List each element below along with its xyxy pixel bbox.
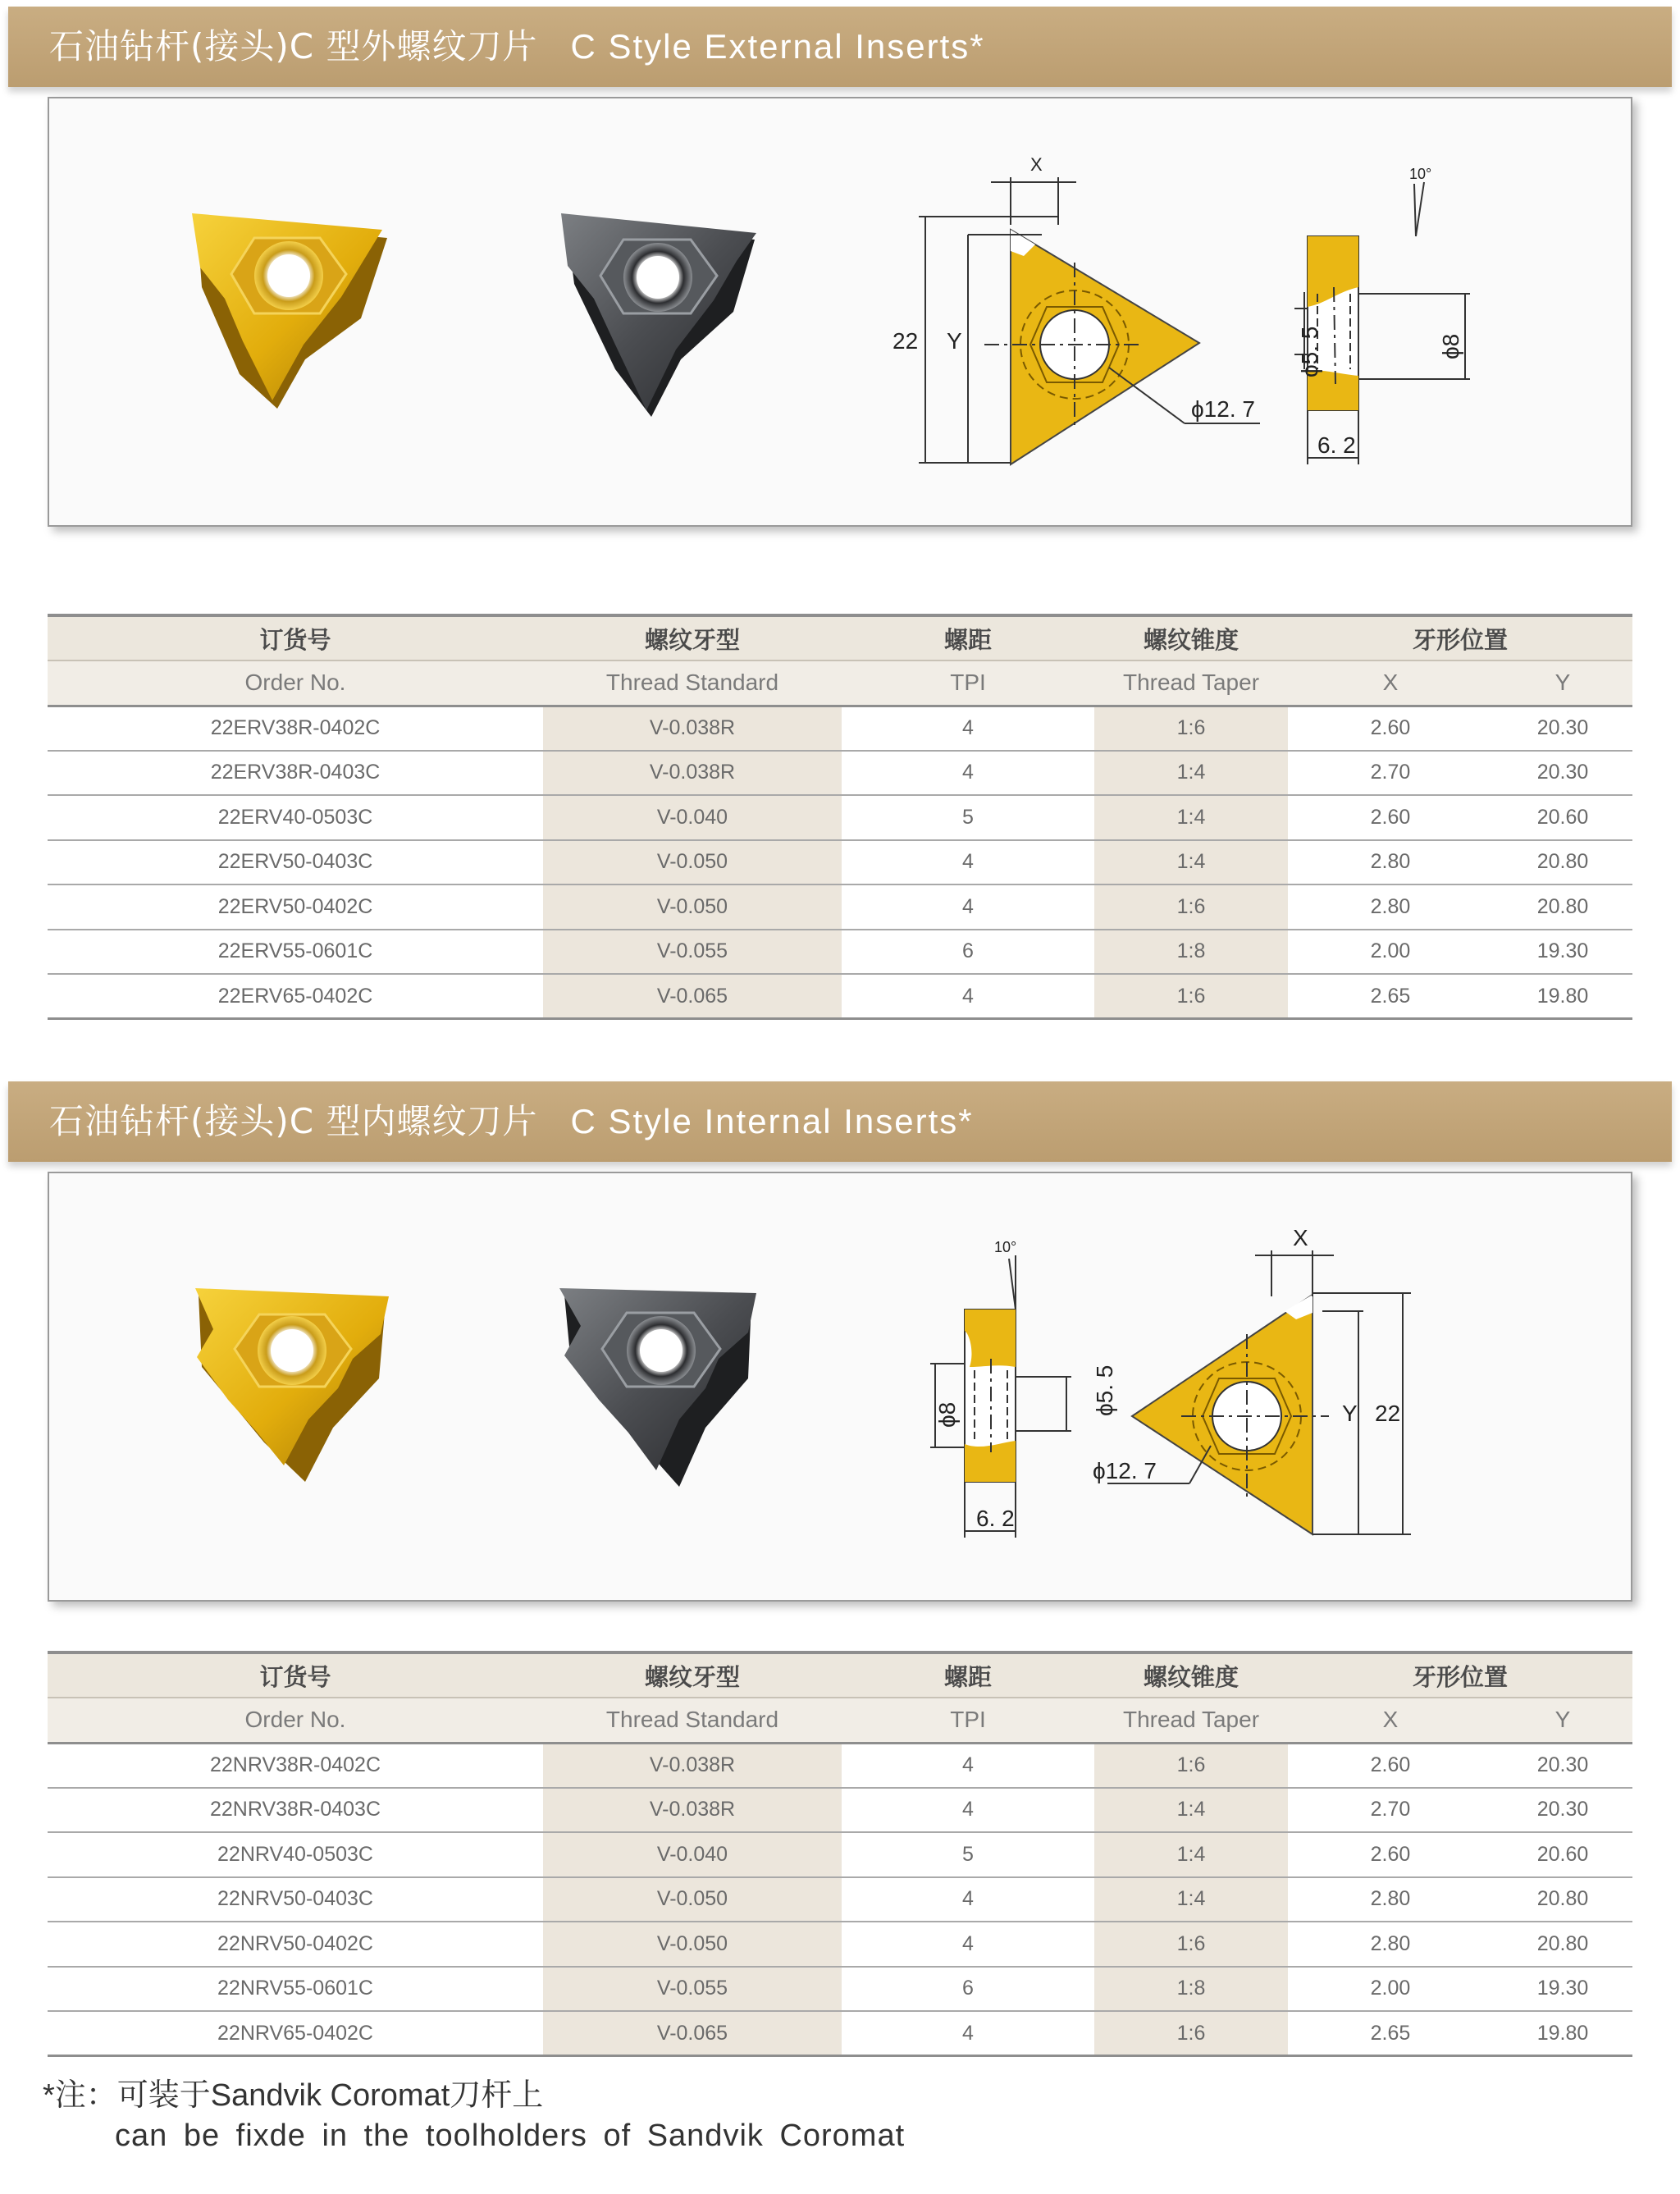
d8-label: ϕ8 xyxy=(934,1401,960,1428)
order-no: 22ERV65-0402C xyxy=(48,974,543,1019)
thread-standard: V-0.050 xyxy=(543,884,842,930)
order-no: 22NRV38R-0403C xyxy=(48,1788,543,1833)
hdr-taper-en: Thread Taper xyxy=(1094,660,1288,706)
tpi: 4 xyxy=(842,1743,1094,1788)
hdr-x-en: X xyxy=(1288,1698,1493,1743)
thread-standard: V-0.040 xyxy=(543,795,842,840)
order-no: 22ERV40-0503C xyxy=(48,795,543,840)
thread-standard: V-0.040 xyxy=(543,1832,842,1877)
tpi: 4 xyxy=(842,884,1094,930)
thread-taper: 1:6 xyxy=(1094,884,1288,930)
table-row xyxy=(48,840,1632,885)
external-side-view xyxy=(1294,182,1470,464)
dim-y-label: Y xyxy=(1342,1401,1358,1426)
thread-standard: V-0.050 xyxy=(543,1922,842,1967)
dim-x-label: X xyxy=(1293,1225,1308,1250)
hdr-standard-cn: 螺纹牙型 xyxy=(543,1652,842,1698)
order-no: 22NRV38R-0402C xyxy=(48,1743,543,1788)
order-no: 22NRV65-0402C xyxy=(48,2011,543,2056)
section-title-en: C Style External Inserts* xyxy=(570,27,985,66)
internal-tech-drawing xyxy=(1107,1250,1411,1534)
section-title-internal xyxy=(8,1081,1672,1162)
dim-x-label: X xyxy=(1030,154,1043,175)
pos-x: 2.70 xyxy=(1288,751,1493,796)
thick-label: 6. 2 xyxy=(976,1506,1015,1531)
order-no: 22NRV50-0403C xyxy=(48,1877,543,1922)
table-row xyxy=(48,1743,1632,1788)
pos-y: 19.30 xyxy=(1493,1967,1632,2012)
hdr-taper-cn: 螺纹锥度 xyxy=(1094,1652,1288,1698)
d8-label: ϕ8 xyxy=(1438,333,1463,359)
thread-taper: 1:4 xyxy=(1094,1877,1288,1922)
tpi: 4 xyxy=(842,706,1094,751)
table-row xyxy=(48,1967,1632,2012)
internal-insert-figure xyxy=(48,1172,1632,1602)
pos-y: 20.80 xyxy=(1493,884,1632,930)
pos-y: 19.30 xyxy=(1493,930,1632,975)
tpi: 5 xyxy=(842,1832,1094,1877)
hdr-taper-cn: 螺纹锥度 xyxy=(1094,615,1288,660)
thread-taper: 1:4 xyxy=(1094,1832,1288,1877)
table-row xyxy=(48,1788,1632,1833)
pos-x: 2.60 xyxy=(1288,706,1493,751)
tpi: 4 xyxy=(842,1922,1094,1967)
hdr-tpi-en: TPI xyxy=(842,660,1094,706)
pos-x: 2.80 xyxy=(1288,884,1493,930)
external-insert-figure xyxy=(48,97,1632,527)
order-no: 22ERV38R-0403C xyxy=(48,751,543,796)
hdr-standard-cn: 螺纹牙型 xyxy=(543,615,842,660)
section-title-cn: 石油钻杆(接头)C 型外螺纹刀片 xyxy=(49,26,538,66)
tpi: 4 xyxy=(842,2011,1094,2056)
pos-y: 20.60 xyxy=(1493,795,1632,840)
thread-taper: 1:4 xyxy=(1094,751,1288,796)
table-row xyxy=(48,884,1632,930)
tpi: 4 xyxy=(842,974,1094,1019)
tpi: 4 xyxy=(842,1788,1094,1833)
pos-x: 2.60 xyxy=(1288,795,1493,840)
gold-insert-photo xyxy=(195,1288,389,1482)
angle-label: 10° xyxy=(994,1239,1017,1255)
section-title-en: C Style Internal Inserts* xyxy=(570,1102,974,1140)
thread-standard: V-0.038R xyxy=(543,1788,842,1833)
order-no: 22ERV50-0403C xyxy=(48,840,543,885)
hdr-standard-en: Thread Standard xyxy=(543,660,842,706)
thread-standard: V-0.038R xyxy=(543,706,842,751)
table-row xyxy=(48,751,1632,796)
hdr-y-en: Y xyxy=(1493,660,1632,706)
order-no: 22NRV50-0402C xyxy=(48,1922,543,1967)
pos-y: 20.30 xyxy=(1493,751,1632,796)
thread-standard: V-0.038R xyxy=(543,751,842,796)
order-no: 22NRV40-0503C xyxy=(48,1832,543,1877)
pos-x: 2.65 xyxy=(1288,974,1493,1019)
thread-taper: 1:4 xyxy=(1094,795,1288,840)
pos-x: 2.80 xyxy=(1288,1922,1493,1967)
tpi: 6 xyxy=(842,1967,1094,2012)
thread-standard: V-0.050 xyxy=(543,840,842,885)
thread-taper: 1:8 xyxy=(1094,930,1288,975)
footnote-en: can be fixde in the toolholders of Sandvik Coromat xyxy=(115,2119,906,2153)
table-row xyxy=(48,2011,1632,2056)
internal-side-view xyxy=(930,1255,1071,1538)
thick-label: 6. 2 xyxy=(1317,432,1356,458)
pos-x: 2.80 xyxy=(1288,840,1493,885)
hdr-tpi-cn: 螺距 xyxy=(842,1652,1094,1698)
hdr-standard-en: Thread Standard xyxy=(543,1698,842,1743)
thread-taper: 1:6 xyxy=(1094,2011,1288,2056)
order-no: 22ERV38R-0402C xyxy=(48,706,543,751)
thread-taper: 1:6 xyxy=(1094,1922,1288,1967)
hdr-order-en: Order No. xyxy=(48,660,543,706)
dim-hole-label: ϕ12. 7 xyxy=(1191,396,1255,422)
table-row xyxy=(48,1922,1632,1967)
hdr-x-en: X xyxy=(1288,660,1493,706)
hdr-order-cn: 订货号 xyxy=(48,615,543,660)
dim-22-label: 22 xyxy=(1375,1401,1401,1426)
table-row xyxy=(48,930,1632,975)
pos-y: 20.80 xyxy=(1493,1922,1632,1967)
thread-taper: 1:6 xyxy=(1094,974,1288,1019)
hdr-tpi-cn: 螺距 xyxy=(842,615,1094,660)
hdr-position-cn: 牙形位置 xyxy=(1288,615,1632,660)
pos-x: 2.70 xyxy=(1288,1788,1493,1833)
gray-insert-photo xyxy=(559,1288,756,1487)
hdr-order-cn: 订货号 xyxy=(48,1652,543,1698)
pos-y: 20.80 xyxy=(1493,1877,1632,1922)
thread-taper: 1:6 xyxy=(1094,1743,1288,1788)
gray-insert-photo xyxy=(561,213,756,417)
thread-standard: V-0.050 xyxy=(543,1877,842,1922)
pos-y: 19.80 xyxy=(1493,2011,1632,2056)
dim-hole-label: ϕ12. 7 xyxy=(1093,1458,1157,1483)
hdr-y-en: Y xyxy=(1493,1698,1632,1743)
gold-insert-photo xyxy=(192,213,387,409)
internal-inserts-table xyxy=(48,1651,1632,2057)
thread-standard: V-0.055 xyxy=(543,1967,842,2012)
tpi: 4 xyxy=(842,840,1094,885)
thread-standard: V-0.065 xyxy=(543,974,842,1019)
pos-x: 2.80 xyxy=(1288,1877,1493,1922)
thread-taper: 1:8 xyxy=(1094,1967,1288,2012)
tpi: 4 xyxy=(842,1877,1094,1922)
order-no: 22ERV55-0601C xyxy=(48,930,543,975)
thread-standard: V-0.055 xyxy=(543,930,842,975)
section-title-external xyxy=(8,7,1672,87)
hdr-order-en: Order No. xyxy=(48,1698,543,1743)
d55-label: ϕ5. 5 xyxy=(1297,326,1322,377)
pos-x: 2.60 xyxy=(1288,1832,1493,1877)
dim-22-label: 22 xyxy=(892,328,919,354)
thread-standard: V-0.065 xyxy=(543,2011,842,2056)
pos-x: 2.00 xyxy=(1288,1967,1493,2012)
table-row xyxy=(48,1832,1632,1877)
section-title-cn: 石油钻杆(接头)C 型内螺纹刀片 xyxy=(49,1101,538,1141)
pos-y: 19.80 xyxy=(1493,974,1632,1019)
hdr-taper-en: Thread Taper xyxy=(1094,1698,1288,1743)
pos-y: 20.80 xyxy=(1493,840,1632,885)
d55-label: ϕ5. 5 xyxy=(1092,1364,1117,1416)
pos-x: 2.00 xyxy=(1288,930,1493,975)
pos-y: 20.60 xyxy=(1493,1832,1632,1877)
hdr-tpi-en: TPI xyxy=(842,1698,1094,1743)
table-row xyxy=(48,795,1632,840)
pos-x: 2.65 xyxy=(1288,2011,1493,2056)
pos-y: 20.30 xyxy=(1493,1743,1632,1788)
hdr-position-cn: 牙形位置 xyxy=(1288,1652,1632,1698)
footnote-cn: *注：可装于Sandvik Coromat刀杆上 xyxy=(43,2078,544,2113)
pos-y: 20.30 xyxy=(1493,706,1632,751)
pos-x: 2.60 xyxy=(1288,1743,1493,1788)
external-inserts-table xyxy=(48,614,1632,1020)
pos-y: 20.30 xyxy=(1493,1788,1632,1833)
tpi: 5 xyxy=(842,795,1094,840)
thread-taper: 1:4 xyxy=(1094,1788,1288,1833)
thread-standard: V-0.038R xyxy=(543,1743,842,1788)
thread-taper: 1:6 xyxy=(1094,706,1288,751)
order-no: 22ERV50-0402C xyxy=(48,884,543,930)
dim-y-label: Y xyxy=(947,328,962,354)
table-row xyxy=(48,1877,1632,1922)
table-row xyxy=(48,706,1632,751)
tpi: 4 xyxy=(842,751,1094,796)
angle-label: 10° xyxy=(1409,166,1432,182)
tpi: 6 xyxy=(842,930,1094,975)
thread-taper: 1:4 xyxy=(1094,840,1288,885)
table-row xyxy=(48,974,1632,1019)
order-no: 22NRV55-0601C xyxy=(48,1967,543,2012)
